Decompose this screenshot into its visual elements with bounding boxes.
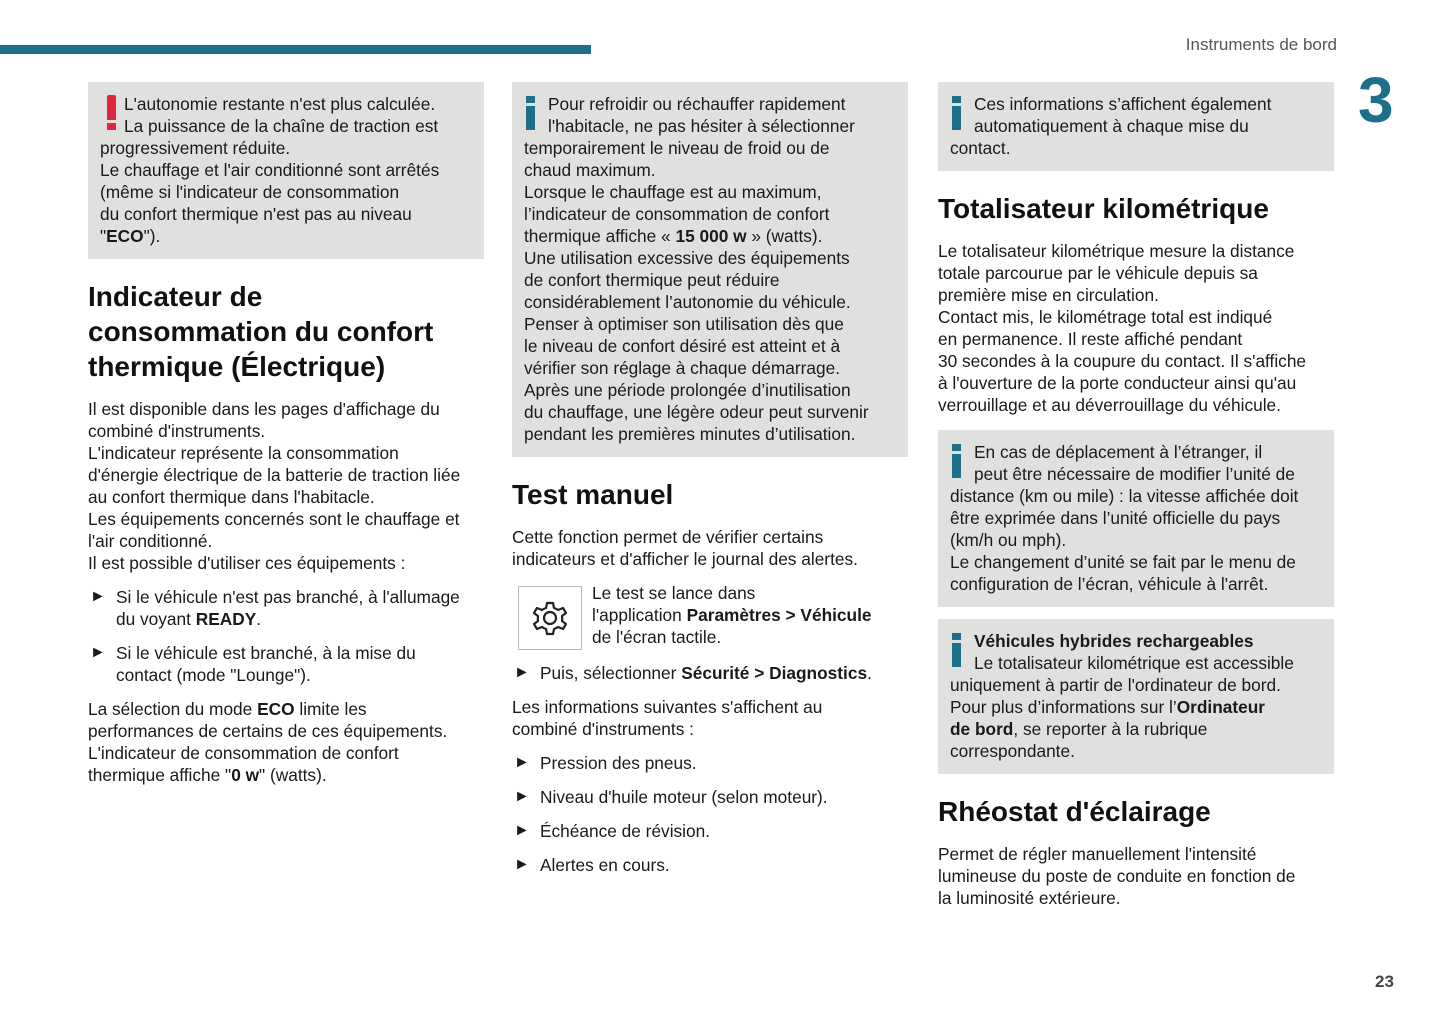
list-item: ► Alertes en cours.: [514, 855, 670, 875]
note-line: L'autonomie restante n'est plus calculée.: [124, 94, 436, 114]
column-1: [88, 82, 484, 798]
warning-note: [88, 82, 484, 259]
info-note: En cas de déplacement à l’étranger, il peut être nécessaire de modifier l’unité de distance (km ou mile) : la vitesse affichée doit être exprimée dans l’unité officielle du pays (km/h ou mph). Le changement d’unité se fait par le menu de configuration de l’écran, véhicule à l'arrêt.: [938, 430, 1334, 607]
heading-indicateur: Indicateur de consommation du confort thermique (Électrique): [88, 281, 434, 382]
arrow-bullet-icon: ►: [514, 664, 530, 681]
settings-tile-row: [518, 582, 908, 650]
intro-paragraph: Il est disponible dans les pages d'affichage du combiné d'instruments. L'indicateur représente la consommation d'énergie électrique de la batterie de traction liée au confort thermique dans l'habitacle. Les équipements concernés sont le chauffage et l'air conditionné. Il est possible d'utiliser ces équipements :: [88, 399, 461, 573]
totalisateur-paragraph: Le totalisateur kilométrique mesure la distance totale parcourue par le véhicule depuis sa première mise en circulation. Contact mis, le kilométrage total est indiqué en permanence. Il reste affiché pendant 30 secondes à la coupure du contact. Il s'affiche à l'ouverture de la porte conducteur ainsi qu'au verrouillage et au déverrouillage du véhicule.: [938, 241, 1307, 415]
list-item: ► Niveau d'huile moteur (selon moteur).: [514, 787, 828, 807]
section-title: Instruments de bord: [1185, 35, 1337, 54]
chapter-number: 3: [1358, 64, 1394, 136]
arrow-bullet-icon: ►: [514, 788, 530, 805]
column-2: [512, 82, 908, 888]
column-3: [938, 82, 1334, 921]
arrow-bullet-icon: ►: [514, 754, 530, 771]
note-line: La puissance de la chaîne de traction est: [124, 116, 439, 136]
note-line: du confort thermique n'est pas au niveau: [100, 204, 412, 224]
eco-paragraph: La sélection du mode ECO limite les performances de certains de ces équipements. L'indicateur de consommation de confort thermique affiche "0 w" (watts).: [88, 699, 448, 785]
arrow-bullet-icon: ►: [514, 822, 530, 839]
info-intro: Les informations suivantes s'affichent au combiné d'instruments :: [512, 697, 823, 739]
info-icon: [950, 93, 972, 133]
warning-icon: [100, 93, 122, 133]
rheostat-paragraph: Permet de régler manuellement l'intensité lumineuse du poste de conduite en fonction de la luminosité extérieure.: [938, 844, 1296, 908]
info-icon: [950, 441, 972, 481]
info-note: Véhicules hybrides rechargeables Le totalisateur kilométrique est accessible uniquement à partir de l'ordinateur de bord. Pour plus d’informations sur l’Ordinateur de bord, se reporter à la rubrique correspondante.: [938, 619, 1334, 774]
info-note: Pour refroidir ou réchauffer rapidement l'habitacle, ne pas hésiter à sélectionner temporairement le niveau de froid ou de chaud maximum. Lorsque le chauffage est au maximum, l’indicateur de consommation de confort thermique affiche « 15 000 w » (watts). Une utilisation excessive des équipements de confort thermique peut réduire considérablement l’autonomie du véhicule. Penser à optimiser son utilisation dès que le niveau de confort désiré est atteint et à vérifier son réglage à chaque démarrage. Après une période prolongée d’inutilisation du chauffage, une légère odeur peut survenir pendant les premières minutes d’utilisation.: [512, 82, 908, 457]
info-icon: [524, 93, 546, 133]
heading-totalisateur: Totalisateur kilométrique: [938, 193, 1269, 224]
heading-test-manuel: Test manuel: [512, 479, 674, 510]
bullet-item: ► Si le véhicule est branché, à la mise du contact (mode "Lounge").: [90, 643, 416, 685]
note-line: Le chauffage et l'air conditionné sont arrêtés: [100, 160, 440, 180]
tile-text: Le test se lance dans l'application Paramètres > Véhicule de l'écran tactile.: [592, 583, 872, 647]
list-item: ► Échéance de révision.: [514, 821, 711, 841]
bullet-item: ► Puis, sélectionner Sécurité > Diagnostics.: [514, 663, 872, 683]
note-line: "ECO").: [100, 226, 161, 246]
list-item: ► Pression des pneus.: [514, 753, 697, 773]
note-line: (même si l'indicateur de consommation: [100, 182, 400, 202]
arrow-bullet-icon: ►: [90, 588, 106, 605]
bullet-item: ► Si le véhicule n'est pas branché, à l'allumage du voyant READY.: [90, 587, 460, 629]
gear-icon: [518, 586, 582, 650]
page-number: 23: [1375, 972, 1394, 991]
note-line: progressivement réduite.: [100, 138, 291, 158]
test-intro: Cette fonction permet de vérifier certains indicateurs et d'afficher le journal des alertes.: [512, 527, 858, 569]
info-icon: [950, 630, 972, 670]
info-note: Ces informations s’affichent également automatiquement à chaque mise du contact.: [938, 82, 1334, 171]
arrow-bullet-icon: ►: [90, 644, 106, 661]
heading-rheostat: Rhéostat d'éclairage: [938, 796, 1211, 827]
arrow-bullet-icon: ►: [514, 856, 530, 873]
top-accent-bar: [0, 45, 591, 54]
